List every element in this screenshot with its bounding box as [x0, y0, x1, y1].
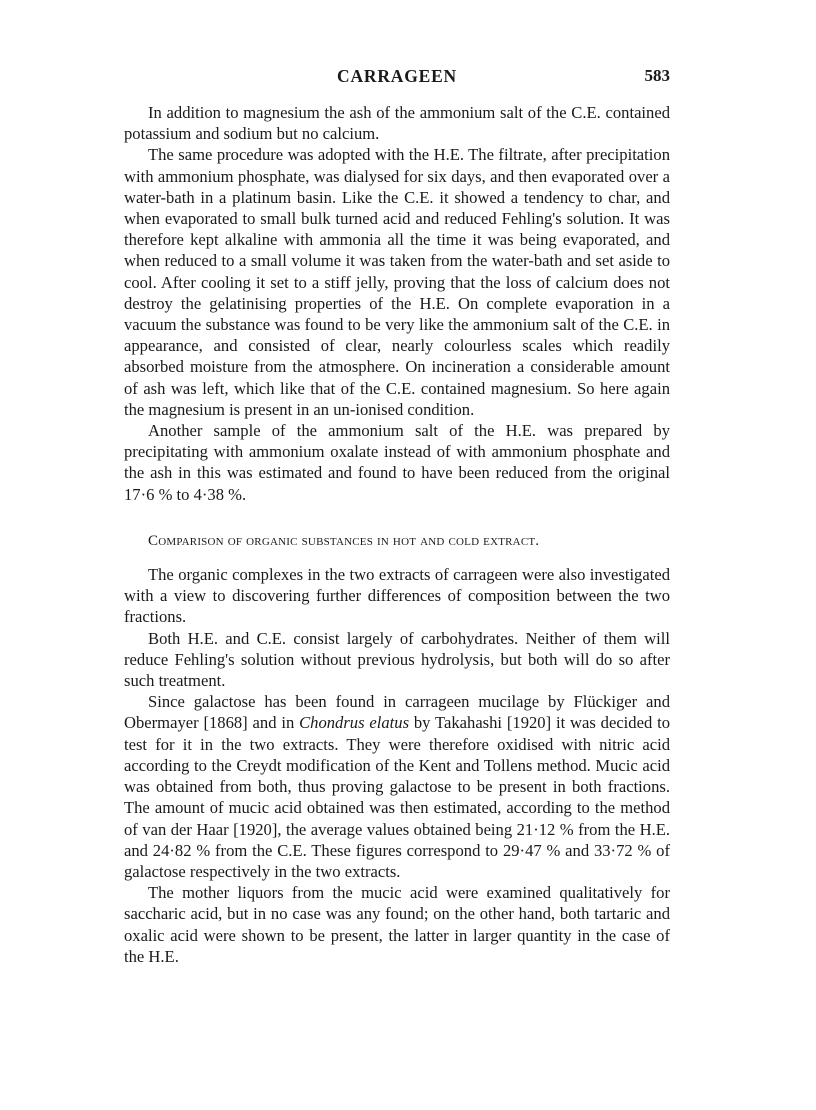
running-title: CARRAGEEN	[337, 66, 457, 86]
paragraph-galactose	[124, 691, 670, 882]
species-name: Chondrus elatus	[299, 713, 410, 733]
galactose-text-after: by Takahashi [1920] it was decided to test for it in the two extracts. They were therefore oxidised with nitric acid according to the Creydt modification of the Kent and Tollens method. Mucic acid was obtained from both, thus proving galactose to be present in both fractions. The amount of mucic acid obtained was then estimated, according to the method of van der Haar [1920], the average values obtained being 21·12 % from the H.E. and 24·82 % from the C.E. These figures correspond to 29·47 % and 33·72 % of galactose respectively in the two extracts.	[124, 713, 670, 881]
section-heading-text: Comparison of organic substances in hot and cold extract.	[148, 532, 540, 549]
paragraph-oxalate-sample: Another sample of the ammonium salt of the H.E. was prepared by precipitating with ammonium oxalate instead of with ammonium phosphate and the ash in this was estimated and found to have been reduced from the original 17·6 % to 4·38 %.	[124, 421, 670, 504]
paragraph-ash-composition: In addition to magnesium the ash of the ammonium salt of the C.E. contained potassium and sodium but no calcium.	[124, 103, 670, 144]
section-heading	[124, 531, 670, 552]
page-number: 583	[644, 66, 670, 85]
paragraph-organic-complexes: The organic complexes in the two extracts of carrageen were also investigated with a view to discovering further differences of composition between the two fractions.	[124, 565, 670, 627]
paragraph-carbohydrates: Both H.E. and C.E. consist largely of carbohydrates. Neither of them will reduce Fehling's solution without previous hydrolysis, but both will do so after such treatment.	[124, 628, 670, 691]
page-header	[124, 66, 670, 90]
body-text	[124, 102, 670, 967]
paragraph-mother-liquors: The mother liquors from the mucic acid were examined qualitatively for saccharic acid, but in no case was any found; on the other hand, both tartaric and oxalic acid were shown to be present, the latter in larger quantity in the case of the H.E.	[124, 883, 670, 966]
galactose-text-before: Since galactose has been found in carrageen mucilage by Flückiger and Obermayer [1868] and in	[124, 692, 670, 733]
paragraph-he-procedure: The same procedure was adopted with the H.E. The filtrate, after precipitation with ammonium phosphate, was dialysed for six days, and then evaporated over a water-bath in a platinum basin. Like the C.E. it showed a tendency to char, and when evaporated to small bulk turned acid and reduced Fehling's solution. It was therefore kept alkaline with ammonia all the time it was being evaporated, and when reduced to a small volume it was taken from the water-bath and set aside to cool. After cooling it set to a stiff jelly, proving that the loss of calcium does not destroy the gelatinising properties of the H.E. On complete evaporation in a vacuum the substance was found to be very like the ammonium salt of the C.E. in appearance, and consisted of clear, nearly colourless scales which readily absorbed moisture from the atmosphere. On incineration a considerable amount of ash was left, which like that of the C.E. contained magnesium. So here again the magnesium is present in an un-ionised condition.	[124, 145, 670, 419]
